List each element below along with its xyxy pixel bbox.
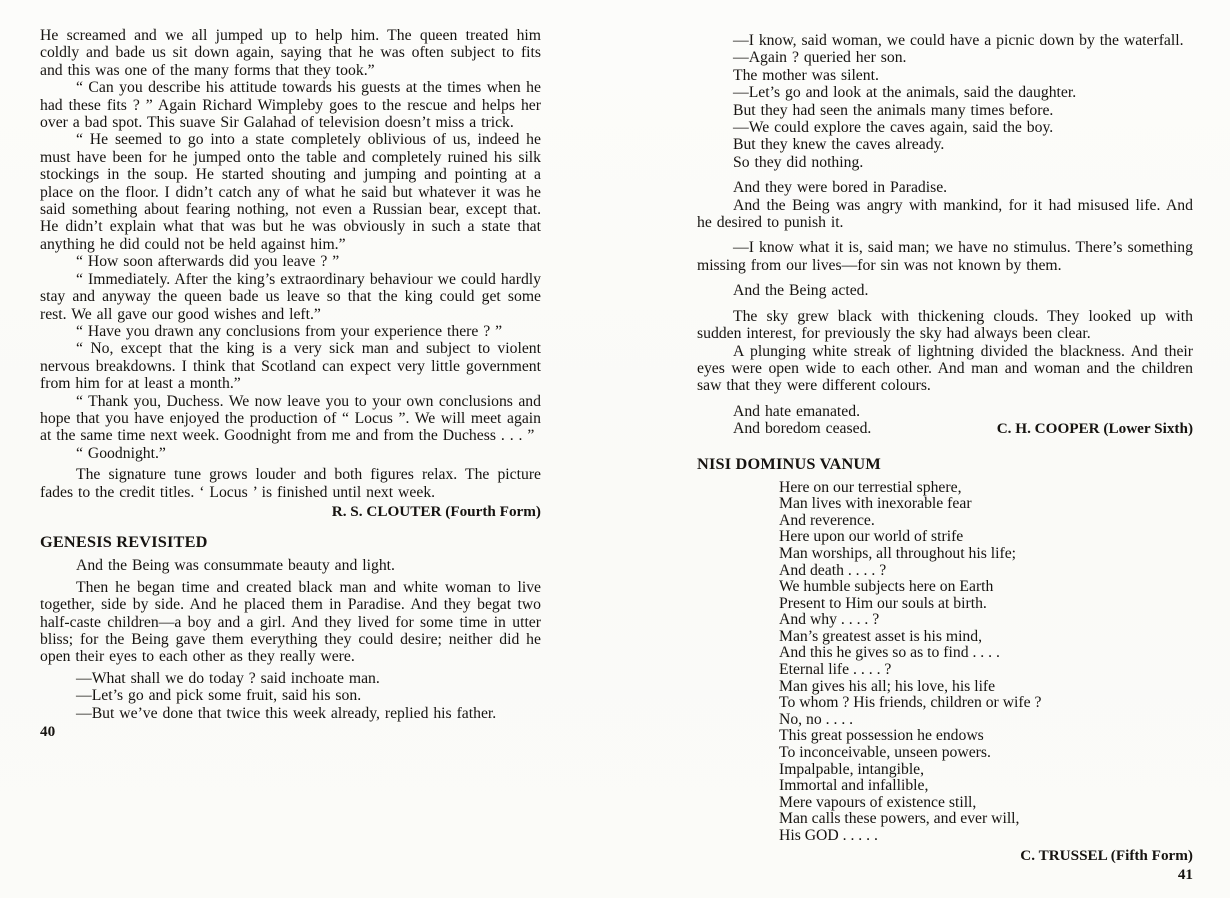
poem-nisi-dominus-vanum bbox=[779, 480, 1193, 845]
poem-line: Here upon our world of strife bbox=[779, 528, 964, 546]
paragraph: “ Thank you, Duchess. We now leave you to your own conclusions and hope that you have enjoyed the production of “ Locus ”. We will meet again at the same time next week. Goodnight from me and from the Duchess . . . ” bbox=[40, 392, 541, 445]
poem-line: And this he gives so as to find . . . . bbox=[779, 644, 1000, 662]
poem-line: And reverence. bbox=[779, 511, 875, 529]
paragraph: —What shall we do today ? said inchoate man. bbox=[76, 669, 380, 687]
page-left bbox=[40, 27, 541, 740]
paragraph: The sky grew black with thickening clouds. They looked up with sudden interest, for previously the sky had always been clear. bbox=[697, 307, 1193, 343]
poem-line: His GOD . . . . . bbox=[779, 827, 878, 844]
paragraph: And the Being was consummate beauty and light. bbox=[76, 557, 395, 575]
paragraph: —But we’ve done that twice this week already, replied his father. bbox=[76, 704, 497, 722]
poem-heading-nisi-dominus-vanum: NISI DOMINUS VANUM bbox=[697, 453, 881, 473]
poem-line: Immortal and infallible, bbox=[779, 777, 929, 795]
author-attribution-trussel: C. TRUSSEL (Fifth Form) bbox=[1020, 846, 1193, 864]
paragraph: —Let’s go and pick some fruit, said his son. bbox=[76, 687, 362, 705]
poem-line: Man lives with inexorable fear bbox=[779, 495, 972, 513]
story-locus-ending bbox=[40, 27, 541, 501]
poem-line: Man calls these powers, and ever will, bbox=[779, 810, 1020, 828]
paragraph: “ Can you describe his attitude towards his guests at the times when he had these fits ? ” Again Richard Wimpleby goes to the rescue and helps her over a bad spot. This suave Sir Galahad of television doesn’t miss a trick. bbox=[40, 79, 541, 132]
paragraph: —I know, said woman, we could have a picnic down by the waterfall. bbox=[733, 32, 1184, 49]
paragraph: A plunging white streak of lightning divided the blackness. And their eyes were open wide to each other. And man and woman and the children saw that they were different colours. bbox=[697, 342, 1193, 395]
poem-line: We humble subjects here on Earth bbox=[779, 578, 994, 596]
author-attribution-cooper: C. H. COOPER (Lower Sixth) bbox=[996, 420, 1193, 438]
author-attribution-clouter: R. S. CLOUTER (Fourth Form) bbox=[331, 502, 541, 520]
paragraph: —Let’s go and look at the animals, said the daughter. bbox=[733, 84, 1077, 102]
paragraph: And they were bored in Paradise. bbox=[733, 179, 948, 197]
page-number-left: 40 bbox=[40, 723, 56, 741]
paragraph: —Again ? queried her son. bbox=[733, 49, 907, 67]
page-number-right: 41 bbox=[1177, 866, 1193, 883]
poem-line: And why . . . . ? bbox=[779, 611, 880, 629]
page-right bbox=[697, 32, 1193, 883]
paragraph: And boredom ceased. bbox=[733, 420, 872, 438]
poem-line: Man gives his all; his love, his life bbox=[779, 677, 996, 695]
paragraph: —I know what it is, said man; we have no stimulus. There’s something missing from our lives—for sin was not known by them. bbox=[697, 239, 1193, 274]
paragraph: And hate emanated. bbox=[733, 402, 861, 420]
paragraph: He screamed and we all jumped up to help him. The queen treated him coldly and bade us sit down again, saying that he was often subject to fits and this was one of the many forms that they took.” bbox=[40, 27, 541, 79]
poem-line: Here on our terrestial sphere, bbox=[779, 478, 962, 496]
paragraph: “ Goodnight.” bbox=[76, 444, 166, 462]
poem-line: Man’s greatest asset is his mind, bbox=[779, 627, 983, 645]
paragraph: “ No, except that the king is a very sick man and subject to violent nervous breakdowns. I think that Scotland can expect very little government from him for at least a month.” bbox=[40, 340, 541, 393]
paragraph: And the Being was angry with mankind, for it had misused life. And he desired to punish it. bbox=[697, 196, 1193, 232]
paragraph: But they knew the caves already. bbox=[733, 136, 945, 154]
story-heading-genesis-revisited: GENESIS REVISITED bbox=[40, 532, 208, 552]
poem-line: Man worships, all throughout his life; bbox=[779, 544, 1017, 562]
story-genesis-part1 bbox=[40, 557, 541, 722]
paragraph: “ How soon afterwards did you leave ? ” bbox=[76, 253, 340, 271]
poem-line: To inconceivable, unseen powers. bbox=[779, 744, 991, 762]
paragraph: The signature tune grows louder and both figures relax. The picture fades to the credit titles. ‘ Locus ’ is finished until next week. bbox=[40, 466, 541, 501]
paragraph: And the Being acted. bbox=[733, 282, 869, 300]
paragraph: “ He seemed to go into a state completely oblivious of us, indeed he must have been for he jumped onto the table and completely ruined his silk stockings in the soup. He started shouting and jumping and pointing at a place on the floor. I didn’t catch any of what he said but whatever it was he said something about fearing nothing, not even a Russian bear, except that. He didn’t explain what that was but he was obviously in such a state that anything he did could not be held against him.” bbox=[40, 131, 541, 253]
poem-line: Eternal life . . . . ? bbox=[779, 661, 892, 679]
poem-line: Impalpable, intangible, bbox=[779, 760, 925, 778]
story-genesis-part2 bbox=[697, 32, 1193, 420]
story-final-line-row bbox=[697, 420, 1193, 437]
paragraph: But they had seen the animals many times before. bbox=[733, 101, 1054, 119]
poem-line: And death . . . . ? bbox=[779, 561, 887, 579]
paragraph: So they did nothing. bbox=[733, 153, 864, 171]
poem-line: No, no . . . . bbox=[779, 710, 854, 728]
paragraph: Then he began time and created black man and white woman to live together, side by side. And he placed them in Paradise. And they begat two half-caste children—a boy and a girl. And they lived for some time in utter bliss; for the Being gave them everything they could desire; neither did he open their eyes to each other as they really were. bbox=[40, 578, 541, 666]
poem-line: This great possession he endows bbox=[779, 727, 984, 745]
paragraph: —We could explore the caves again, said the boy. bbox=[733, 119, 1054, 137]
paragraph: The mother was silent. bbox=[733, 66, 879, 84]
paragraph: “ Immediately. After the king’s extraordinary behaviour we could hardly stay and anyway the queen bade us leave so that the king could get some rest. We all gave our good wishes and left.” bbox=[40, 270, 541, 323]
poem-line: To whom ? His friends, children or wife ? bbox=[779, 694, 1042, 712]
poem-line: Present to Him our souls at birth. bbox=[779, 594, 987, 612]
poem-line: Mere vapours of existence still, bbox=[779, 793, 977, 811]
paragraph: “ Have you drawn any conclusions from your experience there ? ” bbox=[76, 322, 503, 340]
